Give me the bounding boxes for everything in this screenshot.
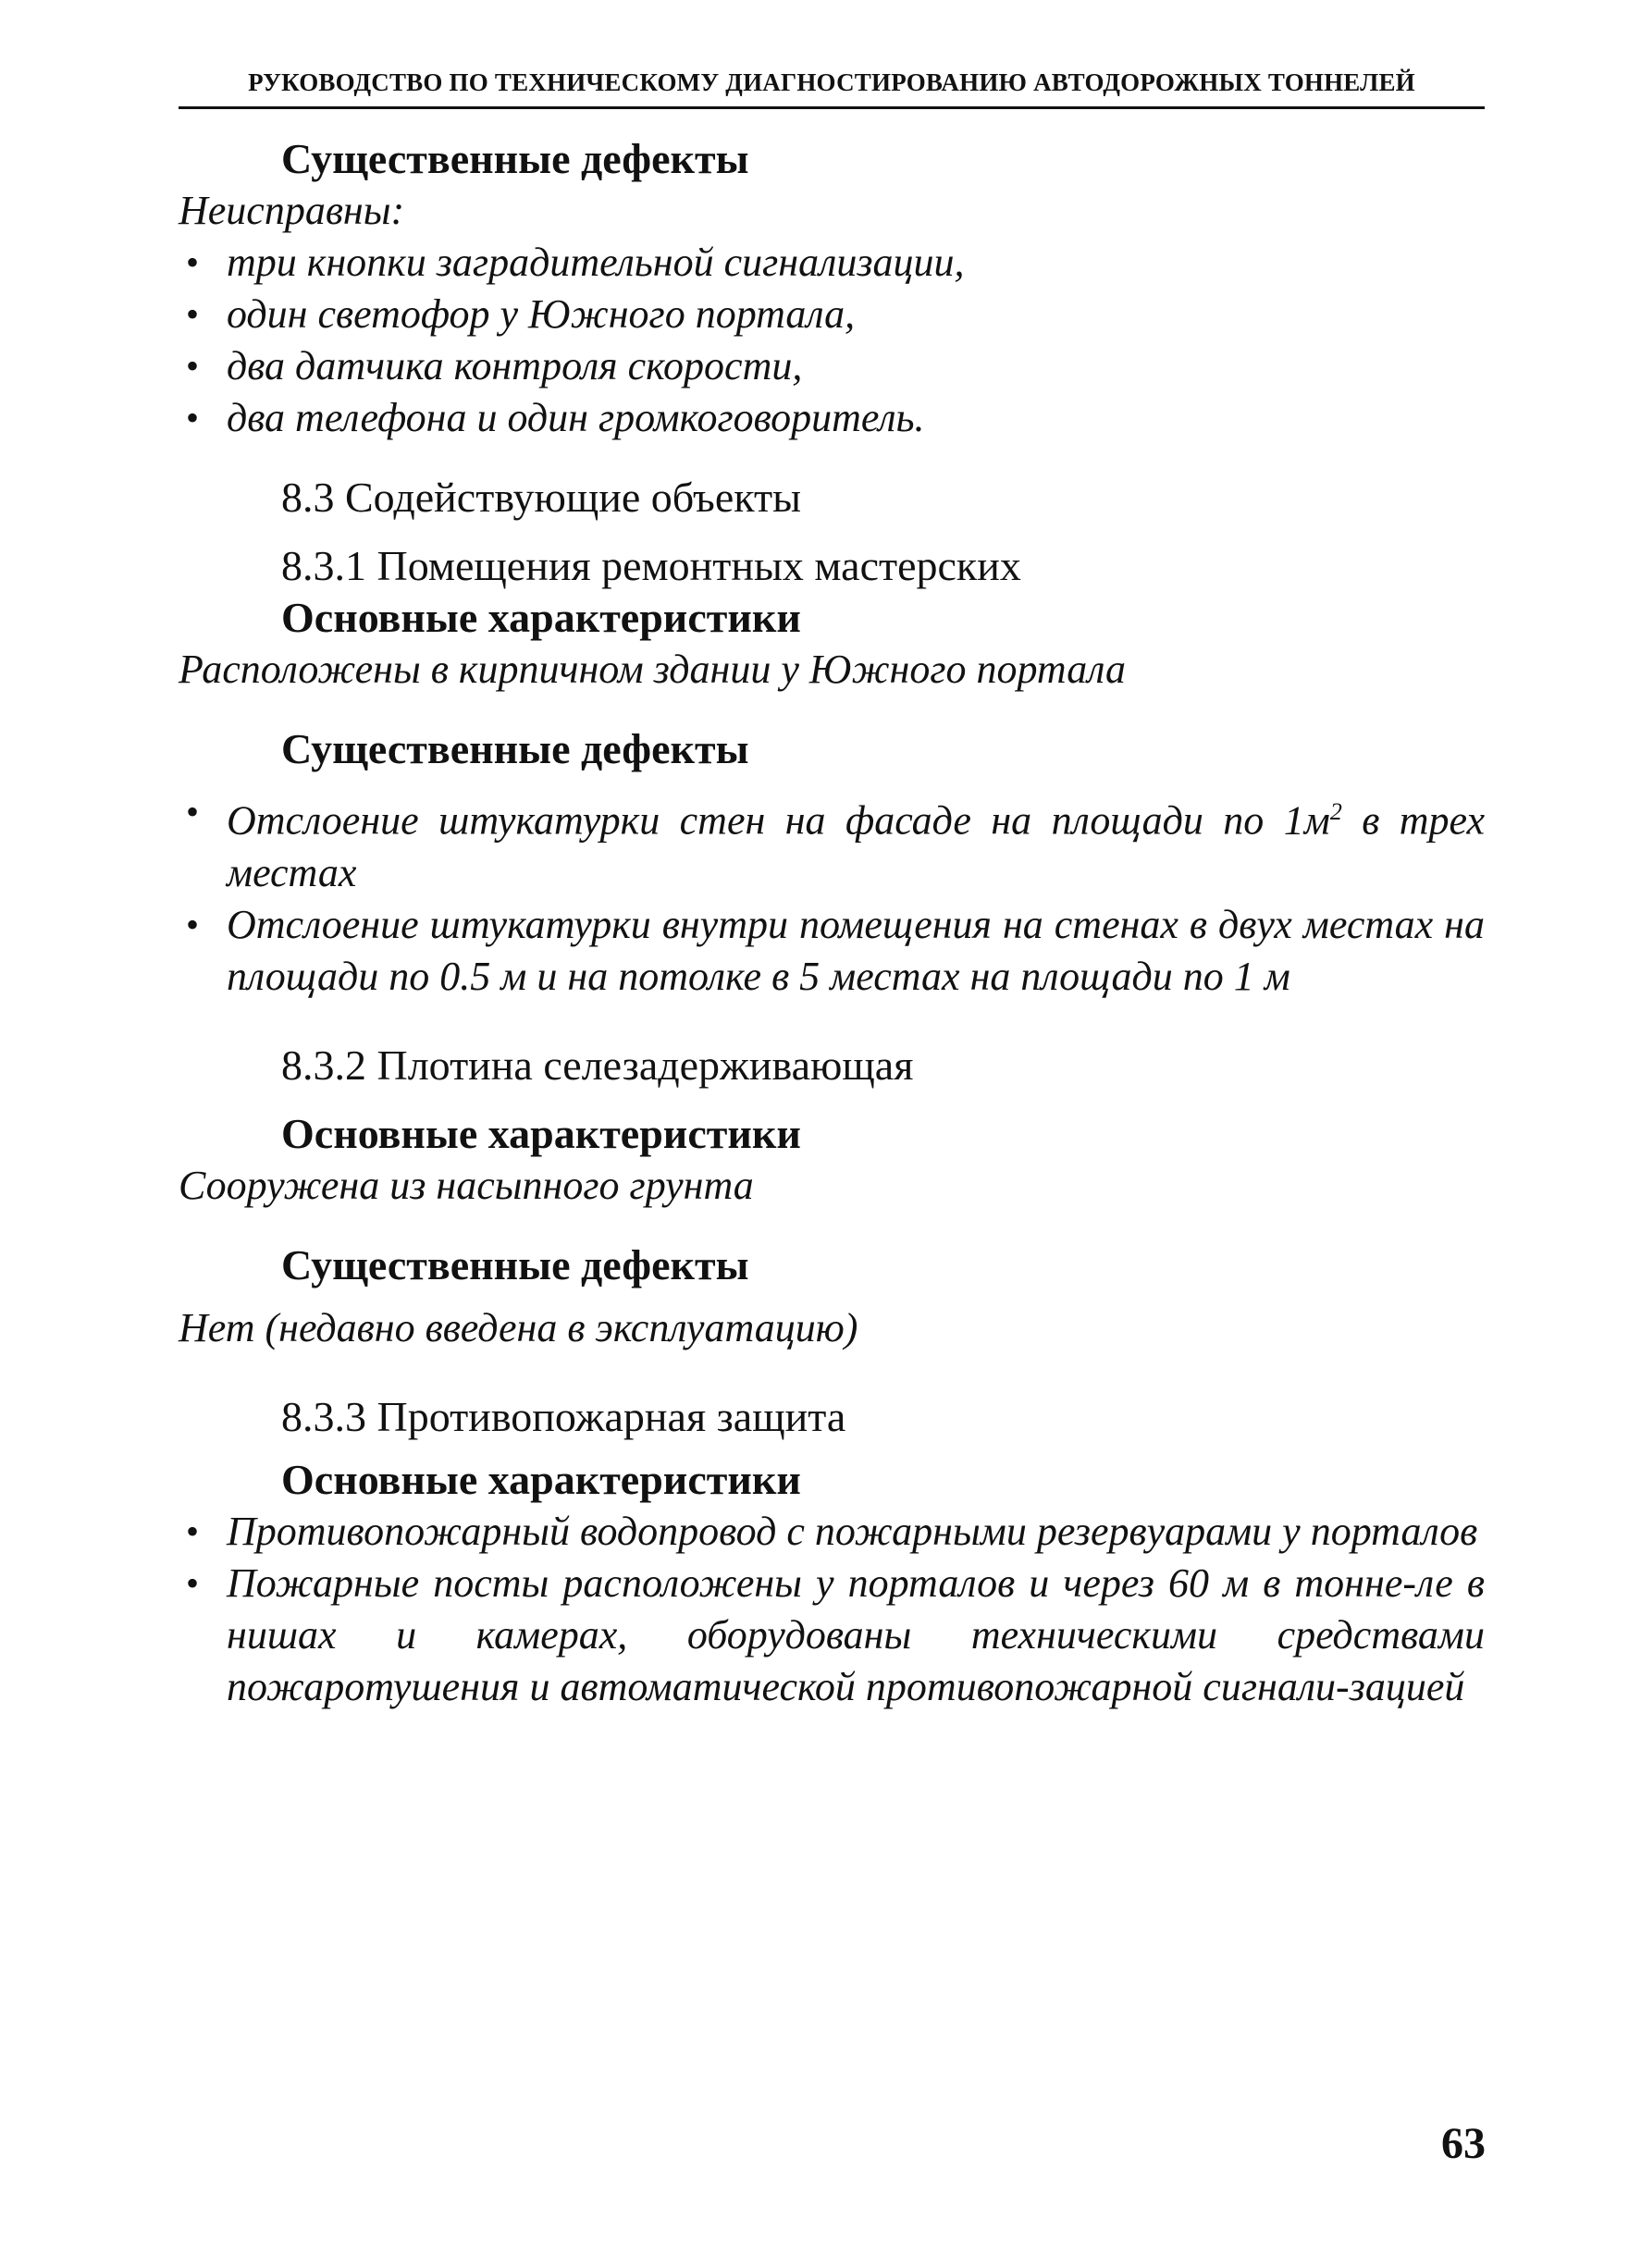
bullet-icon: • bbox=[186, 241, 200, 283]
list-item: • два датчика контроля скорости, bbox=[179, 340, 1485, 392]
header-rule bbox=[179, 106, 1485, 109]
defects-heading: Существенные дефекты bbox=[281, 1240, 749, 1288]
fire-protection-list bbox=[179, 1506, 1485, 1713]
bullet-icon: • bbox=[186, 903, 200, 945]
section-title-8-3-1: 8.3.1 Помещения ремонтных мастерских bbox=[281, 542, 1021, 589]
list-item: • один светофор у Южного портала, bbox=[179, 289, 1485, 340]
list-item: • Пожарные посты расположены у порталов и через 60 м в тонне-ле в нишах и камерах, оборудованы техническими средствами пожаротушения и автоматической противопожарной сигнали-зацией bbox=[179, 1558, 1485, 1713]
list-item: • Отслоение штукатурки внутри помещения на стенах в двух местах на площади по 0.5 м и на потолке в 5 местах на площади по 1 м bbox=[179, 899, 1485, 1003]
list-item: • Отслоение штукатурки стен на фасаде на площади по $1м^2$ в трех местах bbox=[179, 786, 1485, 899]
bullet-icon: • bbox=[186, 791, 200, 832]
defects-text: Нет (недавно введена в эксплуатацию) bbox=[179, 1304, 858, 1350]
bullet-icon: • bbox=[186, 397, 200, 438]
section-title-8-3-2: 8.3.2 Плотина селезадерживающая bbox=[281, 1041, 914, 1089]
defects-heading: Существенные дефекты bbox=[281, 135, 749, 182]
list-item: • Противопожарный водопровод с пожарными резервуарами у порталов bbox=[179, 1506, 1485, 1558]
section-title-8-3-3: 8.3.3 Противопожарная защита bbox=[281, 1392, 846, 1440]
defects-list bbox=[179, 237, 1485, 444]
page-content bbox=[179, 118, 1485, 1713]
characteristics-heading: Основные характеристики bbox=[281, 1109, 801, 1157]
section-title-8-3: 8.3 Содействующие объекты bbox=[281, 474, 801, 521]
bullet-icon: • bbox=[186, 1510, 200, 1552]
running-header: РУКОВОДСТВО ПО ТЕХНИЧЕСКОМУ ДИАГНОСТИРОВАНИЮ АВТОДОРОЖНЫХ ТОННЕЛЕЙ bbox=[248, 68, 1415, 96]
characteristics-heading: Основные характеристики bbox=[281, 1455, 801, 1503]
superscript: 2 bbox=[1329, 798, 1342, 825]
characteristics-text: Сооружена из насыпного грунта bbox=[179, 1162, 754, 1208]
list-item: • три кнопки заградительной сигнализации, bbox=[179, 237, 1485, 289]
defects-heading: Существенные дефекты bbox=[281, 725, 749, 772]
defects-intro: Неисправны: bbox=[179, 188, 405, 233]
bullet-icon: • bbox=[186, 1561, 200, 1604]
characteristics-text: Расположены в кирпичном здании у Южного портала bbox=[179, 647, 1126, 692]
list-item: • два телефона и один громкоговоритель. bbox=[179, 392, 1485, 444]
page-number: 63 bbox=[1441, 2119, 1486, 2168]
bullet-icon: • bbox=[186, 345, 200, 387]
defects-list bbox=[179, 786, 1485, 1003]
bullet-icon: • bbox=[186, 293, 200, 335]
characteristics-heading: Основные характеристики bbox=[281, 594, 801, 641]
